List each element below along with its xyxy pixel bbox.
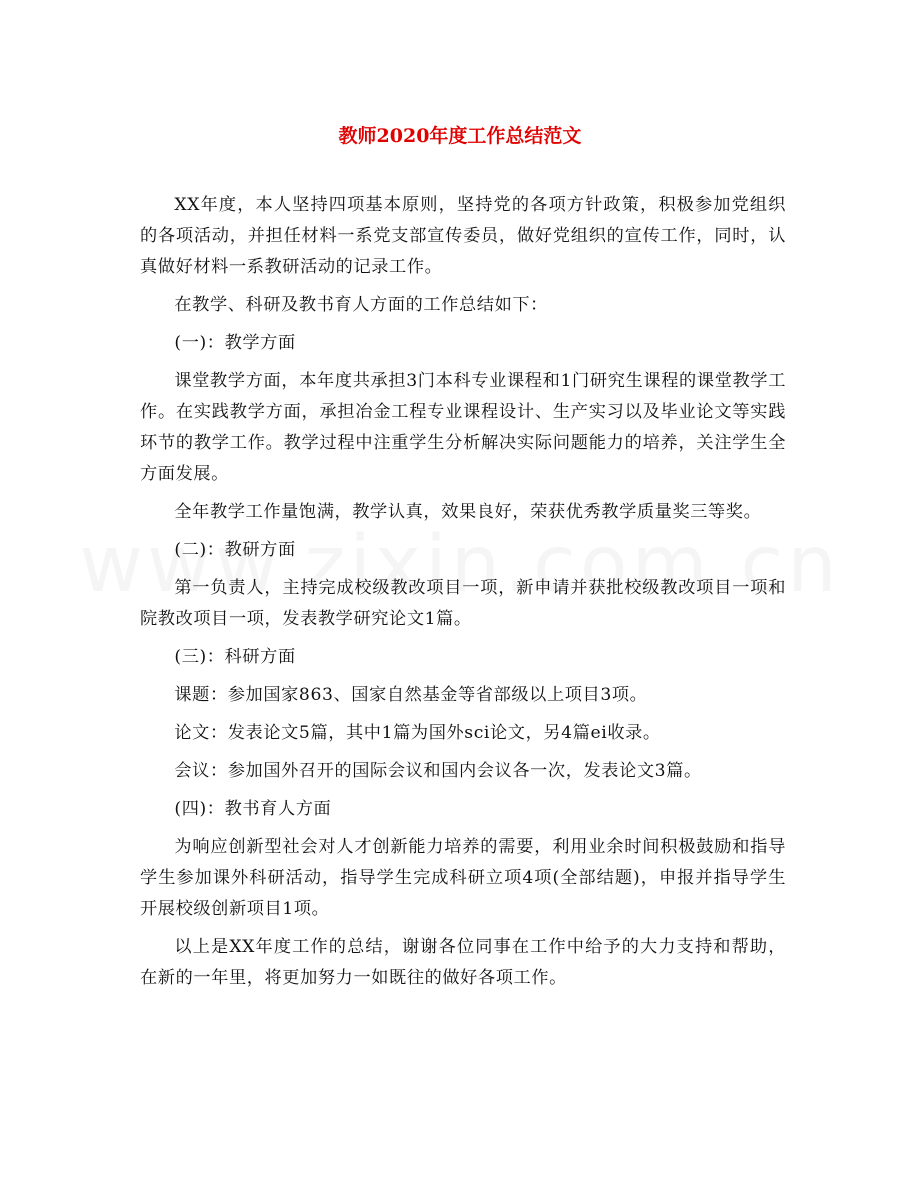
paragraph-teaching-details: 课堂教学方面，本年度共承担3门本科专业课程和1门研究生课程的课堂教学工作。在实践教学方面，承担冶金工程专业课程设计、生产实习以及毕业论文等实践环节的教学工作。教学过程中注重学生分析解决实际问题能力的培养，关注学生全方面发展。 <box>140 371 786 484</box>
paragraph-intro: XX年度，本人坚持四项基本原则，坚持党的各项方针政策，积极参加党组织的各项活动，并担任材料一系党支部宣传委员，做好党组织的宣传工作，同时，认真做好材料一系教研活动的记录工作。 <box>140 195 786 277</box>
paragraph-research-conferences: 会议：参加国外召开的国际会议和国内会议各一次，发表论文3篇。 <box>174 761 702 781</box>
document-title: 教师2020年度工作总结范文 <box>338 125 582 147</box>
paragraph-teaching-research: 第一负责人，主持完成校级教改项目一项，新申请并获批校级教改项目一项和院教改项目一项，发表教学研究论文1篇。 <box>140 578 786 629</box>
paragraph-closing: 以上是XX年度工作的总结，谢谢各位同事在工作中给予的大力支持和帮助，在新的一年里，将更加努力一如既往的做好各项工作。 <box>140 937 786 988</box>
document-body <box>140 190 786 1001</box>
section-heading-mentoring: (四)：教书育人方面 <box>174 799 332 819</box>
paragraph-mentoring: 为响应创新型社会对人才创新能力培养的需要，利用业余时间积极鼓励和指导学生参加课外科研活动，指导学生完成科研立项4项(全部结题)，申报并指导学生开展校级创新项目1项。 <box>140 837 786 919</box>
section-heading-teaching-research: (二)：教研方面 <box>174 540 296 560</box>
paragraph-teaching-award: 全年教学工作量饱满，教学认真，效果良好，荣获优秀教学质量奖三等奖。 <box>174 502 762 522</box>
paragraph-research-projects: 课题：参加国家863、国家自然基金等省部级以上项目3项。 <box>174 685 648 705</box>
paragraph-summary-lead: 在教学、科研及教书育人方面的工作总结如下： <box>174 295 548 315</box>
section-heading-research: (三)：科研方面 <box>174 647 296 667</box>
paragraph-research-papers: 论文：发表论文5篇，其中1篇为国外sci论文，另4篇ei收录。 <box>174 723 661 743</box>
section-heading-teaching: (一)：教学方面 <box>174 333 296 353</box>
